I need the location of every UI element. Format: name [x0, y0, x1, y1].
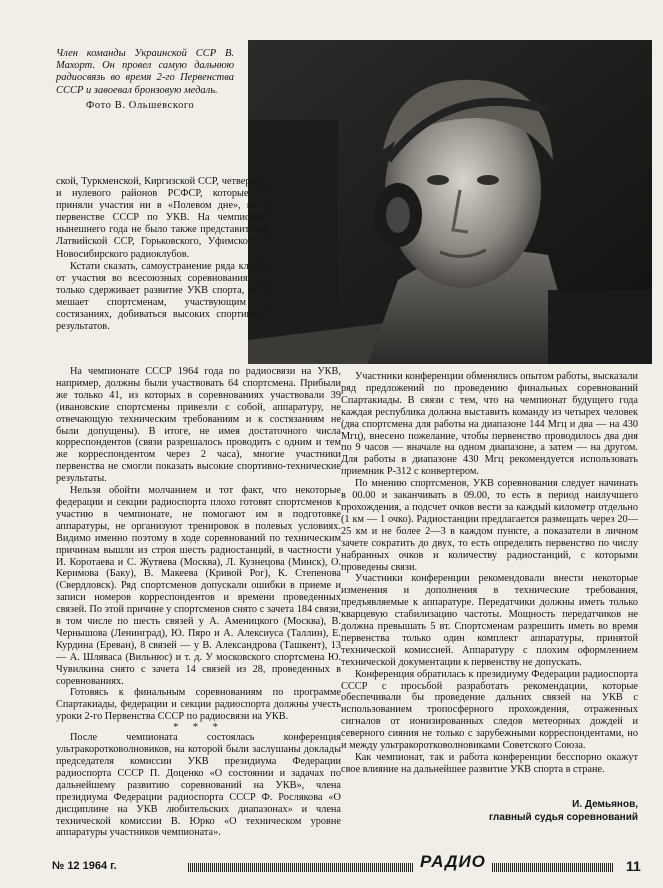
- paragraph: Конференция обратилась к президиуму Федерации радиоспорта СССР с просьбой разработать рекомендации, которые обеспечивали бы проведение дальних связей на УКВ с использованием тропосферного прохождения, отраженных сигналов от ионизированных следов метеорных дождей и северного сияния не только с зарубежными корреспондентами, но и между ультракоротковолновиками Советского Союза.: [341, 668, 638, 752]
- paragraph: Готовясь к финальным соревнованиям по программе Спартакиады, федерации и секции радиоспорта должны учесть уроки 2-го Первенства СССР по радиосвязи на УКВ.: [56, 687, 341, 723]
- masthead: РАДИО: [420, 852, 486, 871]
- paragraph: После чемпионата состоялась конференция ультракоротковолновиков, на которой были заслушаны доклады председателя комиссии УКВ президиума Федерации радиоспорта СССР П. Доценко «О состоянии и задачах по дальнейшему развитию соревнований на УКВ», члена президиума Федерации радиоспорта СССР Ф. Рослякова «О дисциплине на УКВ любительских диапазонах» и члена технической комиссии В. Юрко «О техническом уровне аппаратуры участников чемпионата».: [56, 732, 341, 839]
- paragraph: Участники конференции рекомендовали внести некоторые изменения и дополнения в технические требования, предъявляемые к аппаратуре. Передатчики должны иметь только кварцевую стабилизацию частоты. Мощность передатчиков не должна превышать 5 вт. Спортсменам разрешить иметь во время первенства только один комплект аппаратуры, принятой технической комиссией. Аппаратуру с плохим оформлением технической документации к первенству не допускать.: [341, 573, 638, 668]
- section-divider: * * *: [173, 722, 224, 734]
- photo-credit: Фото В. Ольшевского: [86, 100, 195, 111]
- paragraph: На чемпионате СССР 1964 года по радиосвязи на УКВ, например, должны были участвовать 64 спортсмена. Прибыли же только 41, из которых в соревнованиях участвовали 39 (ивановские спортсмены привезли с собой, аппаратуру, не отвечающую техническим требованиям и к состязаниям не были допущены). В итоге, не имея достаточного числа корреспондентов (связи разрешалось проводить с одним и тем же корреспондентом через 2 часа), многие участники первенства не смогли показать высокие спортивно-технические результаты.: [56, 366, 341, 485]
- paragraph: Кстати сказать, самоустранение ряда клубов от участия во всесоюзных соревнованиях не только сдерживает развитие УКВ спорта, но и мешает спортсменам, участвующим в состязаниях, добиваться высоких спортивных результатов.: [56, 260, 269, 333]
- paragraph: Нельзя обойти молчанием и тот факт, что некоторые федерации и секции радиоспорта плохо готовят спортсменов к участию в чемпионате, не помогают им в подготовке аппаратуры, не организуют тренировок в полевых условиях. Видимо именно поэтому в ходе соревнований по техническим причинам вышли из строя шесть радиостанций, в частности у И. Коротаева и С. Жутяева (Москва), Л. Кузнецова (Минск), О. Керимова (Баку), В. Макеева (Кривой Рог), К. Степенова (Свердловск). Ряд спортсменов допускали ошибки в приеме и записи номеров корреспондентов и времени проведенных связей. По этой причине у спортсменов снято с зачета 184 связи, в том числе по шесть связей у А. Аменицкого (Москва), В. Чернышова (Ленинград), Ю. Пяро и А. Алексиуса (Таллин), Е. Курдина (Ереван), 8 связей — у В. Александрова (Ташкент), 13 — А. Шляваса (Вильнюс) и т. д. У московского спортсмена Ю. Чувилкина снято с зачета 14 связей из 28, проведенных в соревнованиях.: [56, 485, 341, 687]
- footer-rule-right: [492, 863, 614, 872]
- left-column: [56, 366, 341, 839]
- photo-caption: Член команды Украинской ССР В. Махорт. Он провел самую дальнюю радиосвязь во время 2-го Первенства СССР и завоевал бронзовую медаль.: [56, 48, 234, 96]
- page-number: 11: [626, 858, 641, 874]
- paragraph: Участники конференции обменялись опытом работы, высказали ряд предложений по проведению финальных соревнований Спартакиады. В связи с тем, что на чемпионат будущего года каждая республика должна выставить команду из четырех человек (два спортсмена для работы на диапазоне 144 Мгц и два — на 430 Мгц), внесено пожелание, чтобы первенство проводилось два дня по 9 часов — вначале на одном диапазоне, а затем — на другом. Для работы в диапазоне 430 Мгц рекомендуется использовать приемник Р-312 с конвертером.: [341, 371, 638, 478]
- footer-rule-left: [188, 863, 414, 872]
- right-column: [341, 371, 638, 776]
- signature-title: главный судья соревнований: [488, 812, 638, 823]
- portrait-illustration: [248, 40, 652, 364]
- issue-number: № 12 1964 г.: [52, 860, 117, 872]
- paragraph: ской, Туркменской, Киргизской ССР, четвертого и нулевого районов РСФСР, которые не приняли участия ни в «Полевом дне», ни в первенстве СССР по УКВ. На чемпионате нынешнего года не было также представителей Латвийской ССР, Горьковского, Уфимского и Новосибирского радиоклубов.: [56, 176, 269, 260]
- paragraph: По мнению спортсменов, УКВ соревнования следует начинать в 00.00 и заканчивать в 09.00, то есть в период наилучшего прохождения, а подсчет очков вести за каждый километр отдельно (1 км — 1 очко). Радиостанции предлагается размещать через 20—25 км и не более 2—3 в каждом пункте, а показатели в личном зачете сократить до двух, то есть определять первенство по числу набранных очков и количеству радиостанций, с которыми проведены связи.: [341, 478, 638, 573]
- portrait-photo: [248, 40, 652, 364]
- signature: [398, 798, 638, 824]
- paragraph: Как чемпионат, так и работа конференции бесспорно окажут свое влияние на дальнейшее развитие УКВ спорта в стране.: [341, 752, 638, 775]
- signature-name: И. Демьянов,: [572, 799, 638, 810]
- left-top-column: [56, 176, 269, 333]
